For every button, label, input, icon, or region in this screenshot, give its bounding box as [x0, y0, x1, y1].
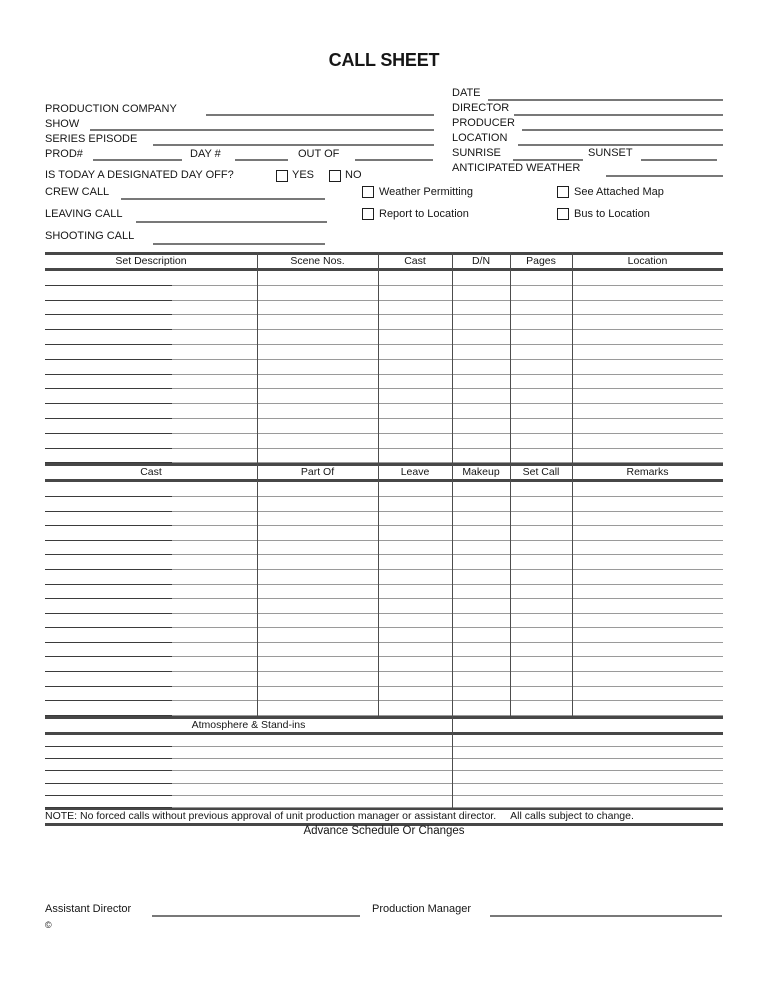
table-row[interactable] [45, 482, 723, 497]
column-header-location: Location [627, 255, 668, 267]
note-row [45, 808, 723, 826]
table-row[interactable] [45, 701, 723, 716]
column-header-set-call: Set Call [522, 466, 560, 479]
column-divider [452, 716, 453, 808]
location-field[interactable] [518, 144, 723, 146]
yes-label: YES [292, 169, 315, 181]
leaving-call-field[interactable] [136, 221, 327, 223]
no-checkbox[interactable] [329, 170, 341, 182]
column-header-dn: D/N [471, 255, 491, 267]
table-row[interactable] [45, 315, 723, 330]
table-row[interactable] [45, 434, 723, 449]
table-row[interactable] [45, 759, 723, 771]
day-off-question: IS TODAY A DESIGNATED DAY OFF? [45, 169, 234, 181]
anticipated-weather-field[interactable] [606, 175, 723, 177]
assistant-director-signature-field[interactable] [152, 915, 360, 917]
series-episode-field[interactable] [153, 144, 434, 146]
table-row[interactable] [45, 735, 723, 747]
see-attached-map-checkbox[interactable] [557, 186, 569, 198]
table-row[interactable] [45, 771, 723, 783]
anticipated-weather-label: ANTICIPATED WEATHER [452, 162, 581, 174]
column-divider [378, 463, 379, 716]
table-row[interactable] [45, 570, 723, 585]
column-divider [572, 252, 573, 463]
day-number-label: DAY # [190, 148, 221, 160]
bus-to-location-label: Bus to Location [574, 208, 650, 220]
table-row[interactable] [45, 541, 723, 556]
day-number-field[interactable] [235, 159, 288, 161]
note-text-suffix: All calls subject to change. [510, 810, 634, 823]
table-row[interactable] [45, 301, 723, 316]
table-row[interactable] [45, 555, 723, 570]
production-company-field[interactable] [206, 114, 434, 116]
director-field[interactable] [514, 114, 723, 116]
column-divider [452, 252, 453, 463]
scene-table [45, 252, 723, 463]
table-row[interactable] [45, 614, 723, 629]
date-label: DATE [452, 87, 481, 99]
prod-number-field[interactable] [93, 159, 182, 161]
column-divider [452, 463, 453, 716]
assistant-director-label: Assistant Director [45, 903, 132, 915]
producer-field[interactable] [522, 129, 723, 131]
table-row[interactable] [45, 672, 723, 687]
column-header-set-description: Set Description [115, 255, 187, 267]
crew-call-field[interactable] [121, 198, 325, 200]
column-header-cast: Cast [140, 466, 162, 479]
table-row[interactable] [45, 512, 723, 527]
show-label: SHOW [45, 118, 80, 130]
column-header-leave: Leave [400, 466, 430, 479]
table-row[interactable] [45, 360, 723, 375]
atmosphere-header [45, 716, 723, 735]
crew-call-label: CREW CALL [45, 186, 110, 198]
atmosphere-title: Atmosphere & Stand-ins [191, 718, 306, 731]
shooting-call-field[interactable] [153, 243, 325, 245]
see-attached-map-label: See Attached Map [574, 186, 664, 198]
production-manager-signature-field[interactable] [490, 915, 722, 917]
table-row[interactable] [45, 389, 723, 404]
note-text: NOTE: No forced calls without previous approval of unit production manager or assistant director. [45, 810, 497, 823]
advance-schedule-title: Advance Schedule Or Changes [303, 825, 465, 837]
table-row[interactable] [45, 271, 723, 286]
table-row[interactable] [45, 526, 723, 541]
out-of-label: OUT OF [298, 148, 340, 160]
table-row[interactable] [45, 585, 723, 600]
date-field[interactable] [488, 99, 723, 101]
column-divider [572, 463, 573, 716]
no-label: NO [345, 169, 362, 181]
table-row[interactable] [45, 628, 723, 643]
column-header-cast: Cast [404, 255, 426, 267]
shooting-call-label: SHOOTING CALL [45, 230, 135, 242]
series-episode-label: SERIES EPISODE [45, 133, 138, 145]
weather-permitting-checkbox[interactable] [362, 186, 374, 198]
scene-table-header [45, 252, 723, 271]
show-field[interactable] [90, 129, 434, 131]
report-to-location-checkbox[interactable] [362, 208, 374, 220]
leaving-call-label: LEAVING CALL [45, 208, 123, 220]
column-divider [257, 463, 258, 716]
producer-label: PRODUCER [452, 117, 515, 129]
column-divider [510, 463, 511, 716]
atmosphere-body [45, 735, 723, 808]
column-divider [510, 252, 511, 463]
page-title: CALL SHEET [328, 50, 440, 70]
table-row[interactable] [45, 286, 723, 301]
table-row[interactable] [45, 687, 723, 702]
atmosphere-section [45, 716, 723, 808]
sunrise-label: SUNRISE [452, 147, 501, 159]
cast-table-header [45, 463, 723, 482]
tables-section [45, 252, 723, 826]
weather-permitting-label: Weather Permitting [379, 186, 473, 198]
table-row[interactable] [45, 497, 723, 512]
column-header-scene-nos: Scene Nos. [290, 255, 345, 267]
sunrise-field[interactable] [513, 159, 583, 161]
column-divider [257, 252, 258, 463]
out-of-field[interactable] [355, 159, 433, 161]
table-row[interactable] [45, 419, 723, 434]
column-header-remarks: Remarks [626, 466, 669, 479]
production-manager-label: Production Manager [372, 903, 472, 915]
table-row[interactable] [45, 345, 723, 360]
table-row[interactable] [45, 657, 723, 672]
copyright-symbol: © [45, 920, 52, 930]
table-row[interactable] [45, 784, 723, 796]
director-label: DIRECTOR [452, 102, 510, 114]
table-row[interactable] [45, 747, 723, 759]
table-row[interactable] [45, 404, 723, 419]
table-row[interactable] [45, 375, 723, 390]
production-company-label: PRODUCTION COMPANY [45, 103, 177, 115]
yes-checkbox[interactable] [276, 170, 288, 182]
table-row[interactable] [45, 643, 723, 658]
prod-number-label: PROD# [45, 148, 83, 160]
cast-table-body [45, 482, 723, 716]
table-row[interactable] [45, 599, 723, 614]
column-header-makeup: Makeup [462, 466, 500, 479]
table-row[interactable] [45, 330, 723, 345]
sunset-label: SUNSET [588, 147, 633, 159]
column-header-part-of: Part Of [300, 466, 335, 479]
column-header-pages: Pages [526, 255, 556, 267]
table-row[interactable] [45, 449, 723, 464]
bus-to-location-checkbox[interactable] [557, 208, 569, 220]
location-label: LOCATION [452, 132, 508, 144]
scene-table-body [45, 271, 723, 463]
table-row[interactable] [45, 796, 723, 808]
sunset-field[interactable] [641, 159, 717, 161]
cast-table [45, 463, 723, 716]
column-divider [378, 252, 379, 463]
report-to-location-label: Report to Location [379, 208, 469, 220]
